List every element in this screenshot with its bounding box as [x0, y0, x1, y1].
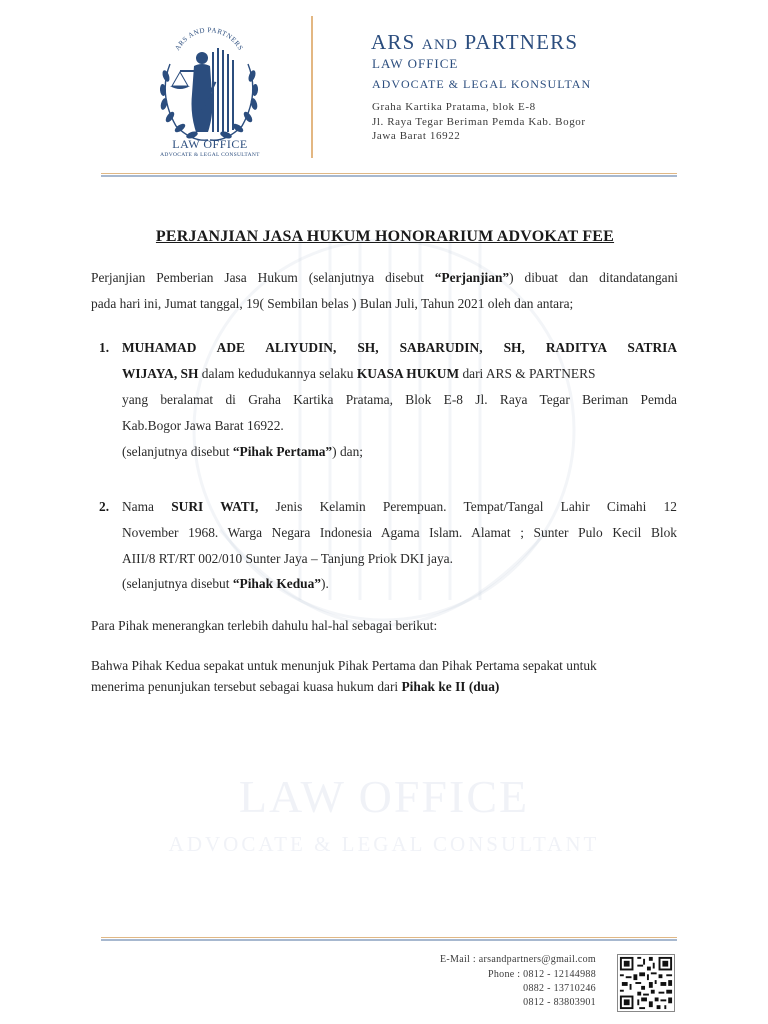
intro-line-1	[91, 265, 678, 291]
intro-term-perjanjian: “Perjanjian”	[434, 270, 510, 285]
intro-line-2: pada hari ini, Jumat tanggal, 19( Sembilan belas ) Bulan Juli, Tahun 2021 oleh dan antara;	[91, 296, 574, 311]
item-1-alias-text: (selanjutnya disebut	[122, 444, 233, 459]
para-pihak-paragraph: Para Pihak menerangkan terlebih dahulu hal-hal sebagai berikut:	[91, 618, 438, 633]
item-1-role: KUASA HUKUM	[356, 366, 460, 381]
item-2-number: 2.	[99, 499, 110, 514]
intro-paragraph	[91, 265, 678, 317]
item-2-alias-text: (selanjutnya disebut	[122, 576, 233, 591]
address-line-1: Graha Kartika Pratama, blok E-8	[372, 101, 536, 113]
item-1-names: MUHAMAD ADE ALIYUDIN, SH, SABARUDIN, SH, RADITYA SATRIA	[122, 340, 677, 355]
item-2-name: SURI WATI,	[171, 499, 259, 514]
bahwa-party: Pihak ke II (dua)	[401, 679, 500, 694]
document-title: PERJANJIAN JASA HUKUM HONORARIUM ADVOKAT FEE	[155, 228, 615, 245]
footer-rule	[101, 937, 677, 941]
item-2-alias: “Pihak Kedua”	[232, 576, 322, 591]
firm-name-and: AND	[421, 37, 459, 53]
bahwa-line-1: Bahwa Pihak Kedua sepakat untuk menunjuk Pihak Pertama dan Pihak Pertama sepakat untuk	[91, 658, 597, 673]
item-2-line-4	[122, 572, 677, 596]
item-2-line-2: November 1968. Warga Negara Indonesia Agama Islam. Alamat ; Sunter Pulo Kecil Blok	[122, 525, 677, 540]
item-2-line-3: AIII/8 RT/RT 002/010 Sunter Jaya – Tanjung Priok DKI jaya.	[122, 551, 453, 566]
item-2-details: Jenis Kelamin Perempuan. Tempat/Tangal Lahir Cimahi 12	[258, 499, 677, 514]
item-1-firm: dari ARS & PARTNERS	[459, 366, 596, 381]
item-1-line-3: yang beralamat di Graha Kartika Pratama, Blok E-8 Jl. Raya Tegar Beriman Pemda	[122, 392, 677, 407]
watermark-title: LAW OFFICE	[238, 771, 530, 822]
address-line-2: Jl. Raya Tegar Beriman Pemda Kab. Bogor	[372, 116, 586, 128]
logo-title: LAW OFFICE	[172, 137, 248, 151]
footer-phone-1: Phone : 0812 - 12144988	[487, 969, 596, 980]
item-2-nama-label: Nama	[122, 499, 172, 514]
intro-text-2: ) dibuat dan ditandatangani	[509, 270, 678, 285]
item-1-line-1	[122, 335, 677, 361]
item-1-alias: “Pihak Pertama”	[232, 444, 333, 459]
item-2	[122, 494, 677, 596]
item-1-number: 1.	[99, 340, 110, 355]
bahwa-text: menerima penunjukan tersebut sebagai kuasa hukum dari	[91, 679, 402, 694]
bahwa-line-2	[91, 676, 678, 697]
firm-name-partners: PARTNERS	[464, 30, 579, 54]
header-divider	[311, 16, 313, 158]
header-rule	[101, 173, 677, 177]
firm-name-ars: ARS	[371, 30, 416, 54]
footer-phone-3: 0812 - 83803901	[523, 997, 596, 1008]
item-2-line-1	[122, 494, 677, 520]
footer-phone-2: 0882 - 13710246	[523, 983, 596, 994]
intro-text-1: Perjanjian Pemberian Jasa Hukum (selanjutnya disebut	[91, 270, 435, 285]
logo-arc-text: ARS AND PARTNERS	[173, 26, 245, 52]
item-1-name-end: WIJAYA, SH	[122, 366, 199, 381]
firm-office: LAW OFFICE	[372, 56, 459, 71]
item-1	[122, 335, 677, 465]
footer-email: E-Mail : arsandpartners@gmail.com	[439, 954, 596, 965]
watermark-subtitle: ADVOCATE & LEGAL CONSULTANT	[168, 832, 600, 856]
qr-code-icon	[617, 954, 675, 1012]
address-line-3: Jawa Barat 16922	[372, 130, 461, 142]
item-1-line-2	[122, 361, 677, 387]
item-1-line-5	[122, 439, 677, 465]
svg-text:ARS AND PARTNERS	[173, 26, 244, 52]
item-1-role-text: dalam kedudukannya selaku	[198, 366, 357, 381]
item-1-alias-end: ) dan;	[332, 444, 364, 459]
item-2-alias-end: ).	[321, 576, 329, 591]
firm-type: ADVOCATE & LEGAL KONSULTAN	[372, 77, 592, 91]
logo-subtitle: ADVOCATE & LEGAL CONSULTANT	[160, 152, 260, 158]
firm-name	[371, 30, 578, 55]
item-1-line-4: Kab.Bogor Jawa Barat 16922.	[122, 418, 284, 433]
bahwa-paragraph	[91, 655, 678, 697]
